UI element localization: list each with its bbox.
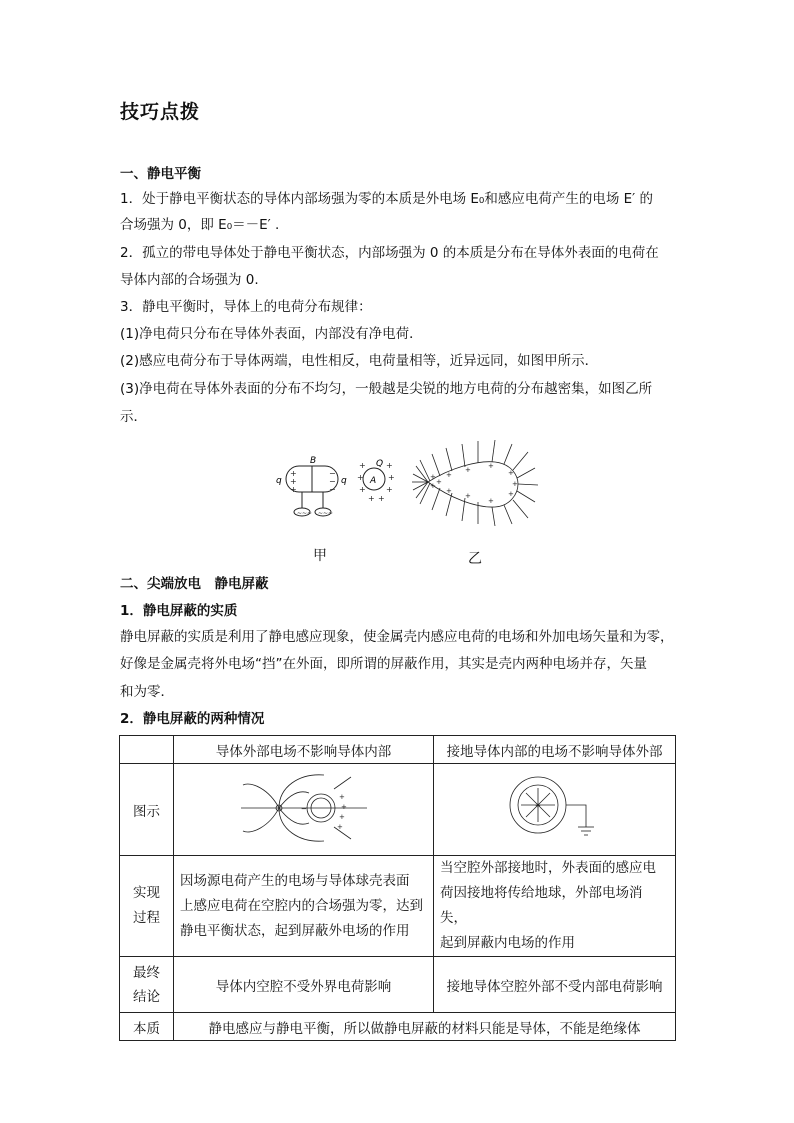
para-3-item-1: (1)净电荷只分布在导体外表面，内部没有净电荷． [120,326,423,342]
svg-text:+: + [430,482,436,490]
svg-text:+: + [357,473,364,482]
figure-label-yi: 乙 [468,551,482,567]
row-label-conclusion: 最终 结论 [120,957,174,1013]
diagram-grounded-conductor [434,764,676,856]
svg-text:~~~: ~~~ [297,510,313,517]
svg-text:+: + [508,469,514,477]
svg-text:+: + [378,494,385,503]
para-1-line-2: 合场强为 0，即 E₀＝－E′ . [120,217,280,233]
label-q-charge: Q [376,459,384,469]
row-label-diagram: 图示 [120,764,174,856]
svg-text:+: + [446,487,452,495]
svg-text:+: + [386,461,393,470]
section-2-subtitle-2: 2．静电屏蔽的两种情况 [120,711,265,727]
svg-text:+: + [446,471,452,479]
svg-text:+: + [386,485,393,494]
svg-text:+: + [290,477,297,486]
svg-text:~~~: ~~~ [318,510,334,517]
section-2-subtitle-1: 1．静电屏蔽的实质 [120,603,238,619]
svg-text:+: + [488,462,494,470]
essence-cell: 静电感应与静电平衡，所以做静电屏蔽的材料只能是导体，不能是绝缘体 [174,1013,676,1041]
svg-text:+: + [338,792,345,801]
process-col1: 因场源电荷产生的电场与导体球壳表面 上感应电荷在空腔内的合场强为零，达到 静电平衡状态，起到屏蔽外电场的作用 [174,856,434,957]
svg-text:+: + [290,469,297,478]
svg-text:−: − [329,485,336,494]
svg-text:+: + [368,494,375,503]
col1-header: 导体外部电场不影响导体内部 [174,736,434,764]
process-col2: 当空腔外部接地时，外表面的感应电 荷因接地将传给地球，外部电场消失， 起到屏蔽内电场的作用 [434,856,676,957]
table-row-essence [120,1013,676,1041]
table-row-conclusion [120,957,676,1013]
svg-text:+: + [508,490,514,498]
col2-header: 接地导体内部的电场不影响导体外部 [434,736,676,764]
svg-text:+: + [465,466,471,474]
section-2-para-line-2: 好像是金属壳将外电场“挡”在外面，即所谓的屏蔽作用，其实是壳内两种电场并存，矢量 [120,656,647,672]
label-q-right: q [341,476,347,486]
shielding-comparison-table [119,735,676,1041]
table-row-process [120,856,676,957]
svg-text:+: + [430,473,436,481]
svg-text:−: − [329,469,336,478]
page-title: 技巧点拨 [120,101,201,123]
grounded-shield-diagram [500,769,610,847]
para-3-item-2: (2)感应电荷分布于导体两端，电性相反，电荷量相等，近异远同，如图甲所示． [120,353,599,369]
para-3-item-3-line-2: 示． [120,409,147,425]
table-row-header [120,736,676,764]
conclusion-col1: 导体内空腔不受外界电荷影响 [174,957,434,1013]
svg-text:+: + [512,480,518,488]
section-2-para-line-3: 和为零． [120,684,174,700]
para-3-item-3-line-1: (3)净电荷在导体外表面的分布不均匀，一般越是尖锐的地方电荷的分布越密集，如图乙所 [120,381,653,397]
label-q-left: q [276,476,282,486]
charge-distribution-figures [250,432,550,567]
svg-text:+: + [290,485,297,494]
figure-label-jia: 甲 [313,548,327,564]
para-3: 3．静电平衡时，导体上的电荷分布规律： [120,299,372,315]
label-b: B [310,456,317,466]
svg-text:−: − [300,804,307,813]
table-corner-cell [120,736,174,764]
row-label-essence: 本质 [120,1013,174,1041]
row-label-process: 实现 过程 [120,856,174,957]
svg-text:+: + [338,812,345,821]
svg-text:+: + [359,485,366,494]
label-a: A [370,476,377,486]
svg-text:+: + [336,822,343,831]
svg-text:+: + [488,497,494,505]
section-2-title: 二、尖端放电 静电屏蔽 [120,576,269,592]
svg-text:+: + [340,802,347,811]
section-2-para-line-1: 静电屏蔽的实质是利用了静电感应现象，使金属壳内感应电荷的电场和外加电场矢量和为零， [120,629,674,645]
para-2-line-2: 导体内部的合场强为 0. [120,272,259,288]
figure-svg [250,432,550,567]
conclusion-col2: 接地导体空腔外部不受内部电荷影响 [434,957,676,1013]
para-1-line-1: 1．处于静电平衡状态的导体内部场强为零的本质是外电场 E₀和感应电荷产生的电场 E′ 的 [120,191,653,207]
diagram-external-field [174,764,434,856]
svg-text:+: + [388,473,395,482]
svg-text:+: + [436,478,442,486]
svg-text:+: + [359,461,366,470]
table-row-diagram [120,764,676,856]
svg-text:−: − [329,477,336,486]
section-1-title: 一、静电平衡 [120,166,201,182]
para-2-line-1: 2．孤立的带电导体处于静电平衡状态，内部场强为 0 的本质是分布在导体外表面的电荷在 [120,245,659,261]
svg-text:+: + [534,801,541,810]
svg-text:+: + [465,492,471,500]
external-field-shield-diagram [239,769,369,847]
